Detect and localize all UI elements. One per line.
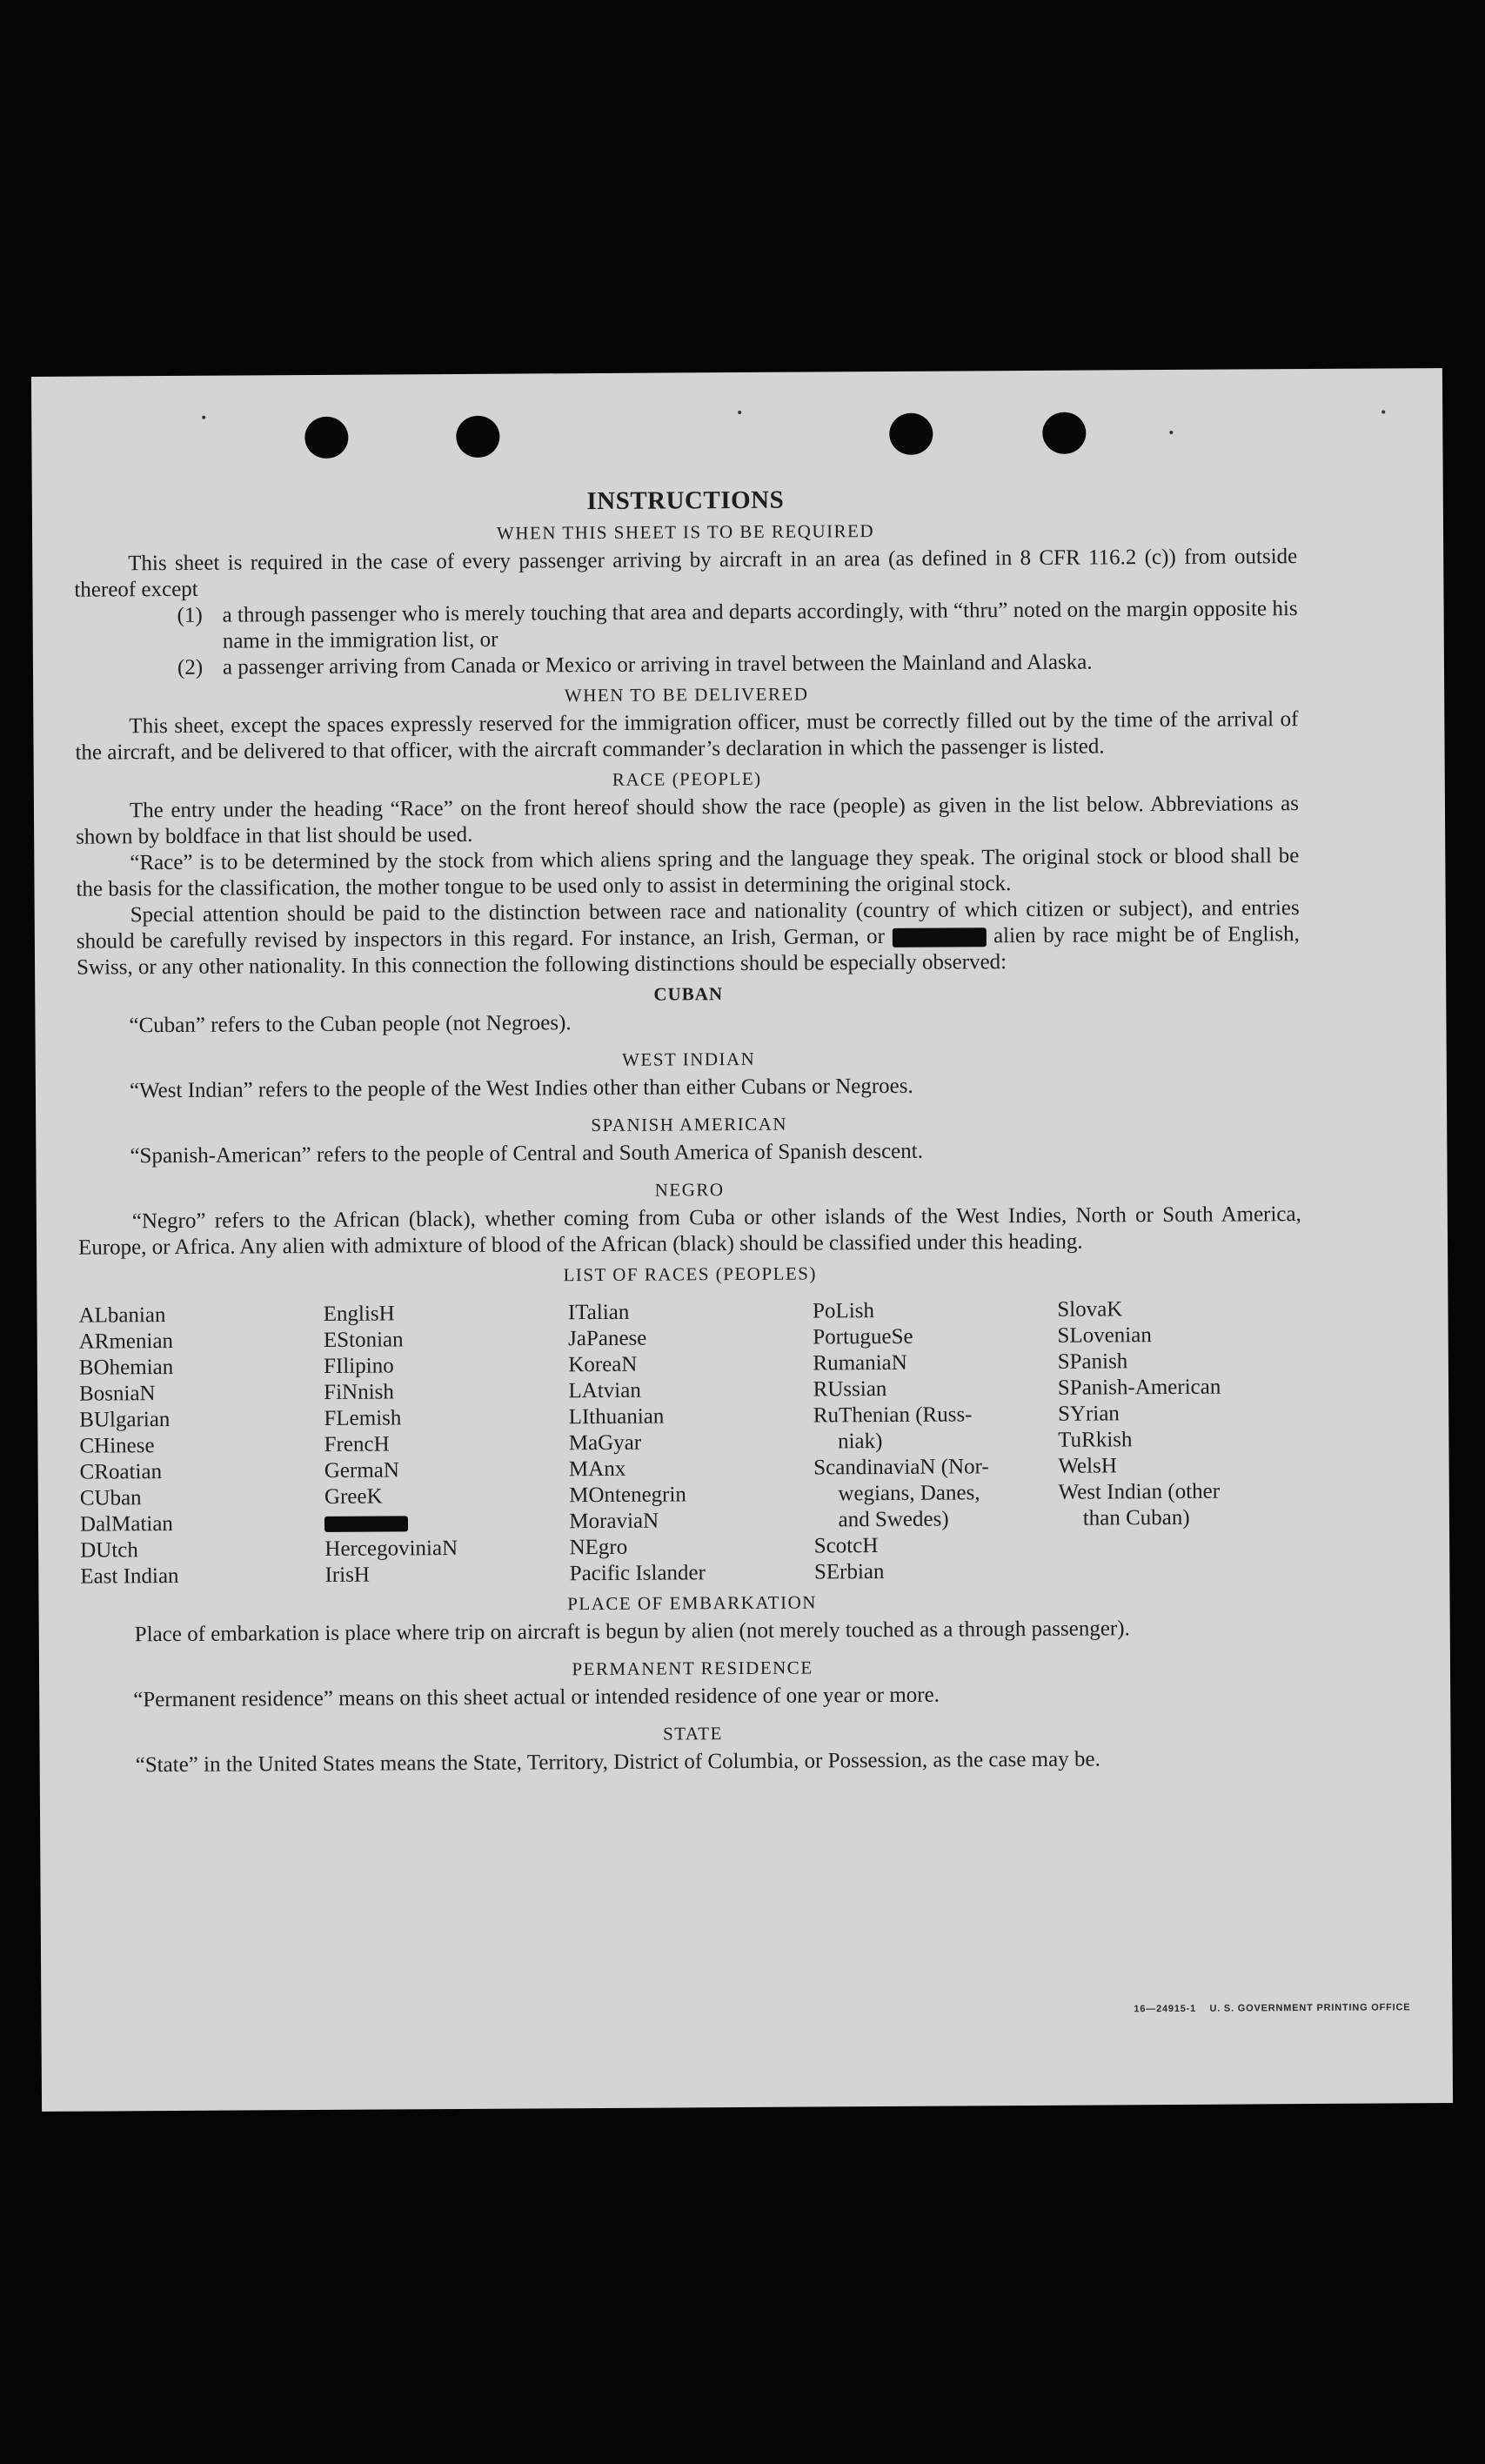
punch-hole xyxy=(456,416,499,458)
race-entry: JaPanese xyxy=(568,1326,647,1351)
race-entry: ScandinaviaN (Nor- xyxy=(813,1455,989,1480)
race-entry: NEgro xyxy=(569,1535,628,1560)
race-paragraph-3 xyxy=(77,895,1301,981)
punch-hole xyxy=(1042,412,1086,454)
item-text: a through passenger who is merely touching that area and departs accordingly, with “thru” noted on the margin opposite his name in the immigration list, or xyxy=(222,597,1298,653)
race-entry: MaGyar xyxy=(568,1430,642,1456)
race-entry: RuThenian (Russ- xyxy=(813,1403,973,1428)
race-paragraph-3-end: alien by race might be of English, Swiss, or any other nationality. In this connection the following distinctions should be especially observed: xyxy=(76,922,1300,980)
required-intro xyxy=(74,544,1297,604)
redaction-mark xyxy=(324,1517,408,1533)
race-entry: LAtvian xyxy=(568,1378,641,1403)
speck xyxy=(1381,410,1385,413)
cuban-text: “Cuban” refers to the Cuban people (not Negroes). xyxy=(129,1011,572,1038)
section-heading-spanish-american: SPANISH AMERICAN xyxy=(591,1113,788,1136)
race-entry: Pacific Islander xyxy=(569,1561,706,1586)
race-entry: SErbian xyxy=(813,1560,885,1584)
race-entry: ARmenian xyxy=(78,1329,174,1354)
race-entry: CRoatian xyxy=(79,1460,163,1484)
west-indian-text: “West Indian” refers to the people of the West Indies other than either Cubans or Negroes. xyxy=(129,1074,913,1103)
race-column-3 xyxy=(568,1299,814,1588)
race-entry: SlovaK xyxy=(1057,1297,1123,1322)
page-title: INSTRUCTIONS xyxy=(586,485,785,516)
section-heading-delivered: WHEN TO BE DELIVERED xyxy=(564,683,809,706)
section-heading-cuban: CUBAN xyxy=(653,983,724,1005)
section-heading-negro: NEGRO xyxy=(654,1179,725,1201)
speck xyxy=(1169,431,1173,434)
race-entry: CHinese xyxy=(79,1434,155,1458)
race-entry: GreeK xyxy=(324,1484,383,1509)
item-number: (1) xyxy=(177,603,203,627)
race-entry: RUssian xyxy=(813,1376,887,1402)
race-entry: LIthuanian xyxy=(568,1404,665,1430)
race-entry: ITalian xyxy=(567,1300,630,1325)
race-entry: TuRkish xyxy=(1058,1428,1133,1452)
section-heading-race: RACE (PEOPLE) xyxy=(612,767,762,790)
item-number: (2) xyxy=(177,655,204,680)
race-entry: FrencH xyxy=(324,1432,390,1456)
required-intro-text: This sheet is required in the case of every passenger arriving by aircraft in an area (as defined in 8 CFR 116.2 (c)) from outside thereof except xyxy=(74,545,1298,602)
race-entry-redacted xyxy=(324,1509,569,1537)
race-entry: BosniaN xyxy=(78,1382,156,1406)
race-entry-continued: niak) xyxy=(837,1430,883,1454)
race-entry: MAnx xyxy=(568,1456,626,1482)
race-entry: SPanish xyxy=(1057,1349,1128,1374)
race-entry-continued: and Swedes) xyxy=(838,1507,949,1532)
race-column-1 xyxy=(78,1302,324,1590)
section-heading-residence: PERMANENT RESIDENCE xyxy=(572,1657,813,1680)
section-heading-state: STATE xyxy=(662,1723,723,1744)
race-entry: GermaN xyxy=(324,1458,399,1483)
section-heading-required: WHEN THIS SHEET IS TO BE REQUIRED xyxy=(496,520,875,544)
race-entry: EnglisH xyxy=(323,1302,395,1326)
punch-hole xyxy=(889,413,933,455)
race-entry: ALbanian xyxy=(78,1303,166,1328)
race-paragraph-2: “Race” is to be determined by the stock from which aliens spring and the language they speak. The original stock or blood shall be the basis for the classification, the mother tongue to be used only to assist in determining the original stock. xyxy=(76,844,1300,901)
document-sheet xyxy=(31,368,1453,2112)
embarkation-text: Place of embarkation is place where trip on aircraft is begun by alien (not merely touched as a through passenger). xyxy=(134,1617,1130,1647)
punch-hole xyxy=(304,417,348,459)
form-code-line xyxy=(1134,2002,1410,2014)
race-entry: DalMatian xyxy=(79,1512,173,1537)
delivered-text: This sheet, except the spaces expressly reserved for the immigration officer, must be correctly filled out by the time of the arrival of the aircraft, and be delivered to that officer, with the aircraft commander’s declaration in which the passenger is listed. xyxy=(75,707,1299,765)
race-entry: FiNnish xyxy=(324,1380,394,1404)
race-entry: BUlgarian xyxy=(79,1408,171,1432)
item-text: a passenger arriving from Canada or Mexico or arriving in travel between the Mainland and Alaska. xyxy=(222,650,1093,680)
race-entry: RumaniaN xyxy=(813,1350,907,1376)
negro-text: “Negro” refers to the African (black), whether coming from Cuba or other islands of the West Indies, North or South America, Europe, or Africa. Any alien with admixture of blood of the African (black) should be classified under this heading. xyxy=(77,1202,1301,1260)
race-entry-continued: wegians, Danes, xyxy=(838,1481,980,1506)
printer-imprint: U. S. GOVERNMENT PRINTING OFFICE xyxy=(1209,2002,1411,2014)
form-code: 16—24915-1 xyxy=(1134,2003,1197,2015)
race-entry: HercegoviniaN xyxy=(324,1537,458,1561)
race-entry: MoraviaN xyxy=(569,1509,659,1534)
section-heading-embarkation: PLACE OF EMBARKATION xyxy=(567,1591,817,1615)
race-entry: SYrian xyxy=(1057,1402,1120,1426)
race-entry-continued: than Cuban) xyxy=(1082,1505,1190,1530)
residence-text: “Permanent residence” means on this sheet actual or intended residence of one year or more. xyxy=(133,1683,940,1712)
spanish-american-text: “Spanish-American” refers to the people of Central and South America of Spanish descent. xyxy=(130,1139,923,1168)
redaction-mark xyxy=(892,928,986,948)
race-entry: SLovenian xyxy=(1057,1323,1152,1348)
exception-item-1 xyxy=(75,596,1298,656)
race-entry: West Indian (other xyxy=(1058,1479,1221,1504)
race-entry: WelsH xyxy=(1058,1454,1117,1478)
race-entry: DUtch xyxy=(80,1538,138,1563)
race-entry: CUban xyxy=(79,1486,142,1510)
race-column-2 xyxy=(324,1300,570,1589)
race-entry: FIlipino xyxy=(324,1354,394,1378)
race-paragraph-3-start: Special attention should be paid to the distinction between race and nationality (country of which citizen or subject), and entries should be carefully revised by inspectors in this regard. For instance, an Irish, German, or xyxy=(76,896,1300,954)
race-entry: EStonian xyxy=(323,1328,404,1352)
speck xyxy=(738,411,741,414)
speck xyxy=(202,416,205,419)
race-entry: SPanish-American xyxy=(1057,1375,1221,1400)
race-entry: IrisH xyxy=(324,1563,371,1587)
race-entry: ScotcH xyxy=(813,1534,879,1558)
state-text: “State” in the United States means the State, Territory, District of Columbia, or Possession, as the case may be. xyxy=(135,1747,1100,1778)
race-list xyxy=(78,1296,1303,1590)
race-entry: BOhemian xyxy=(78,1355,174,1380)
race-entry: FLemish xyxy=(324,1406,402,1430)
instructions-body xyxy=(74,482,1305,1779)
race-entry: KoreaN xyxy=(568,1352,638,1377)
race-column-5 xyxy=(1057,1296,1303,1584)
section-heading-list-of-races: LIST OF RACES (PEOPLES) xyxy=(563,1262,818,1286)
race-entry: PortugueSe xyxy=(813,1324,913,1349)
race-entry: PoLish xyxy=(813,1299,875,1323)
race-entry: East Indian xyxy=(80,1563,179,1589)
race-entry: MOntenegrin xyxy=(569,1483,686,1508)
race-paragraph-1: The entry under the heading “Race” on the front hereof should show the race (people) as given in the list below. Abbreviations as shown by boldface in that list should be used. xyxy=(76,792,1300,849)
race-column-4 xyxy=(813,1297,1059,1586)
section-heading-west-indian: WEST INDIAN xyxy=(622,1048,756,1070)
